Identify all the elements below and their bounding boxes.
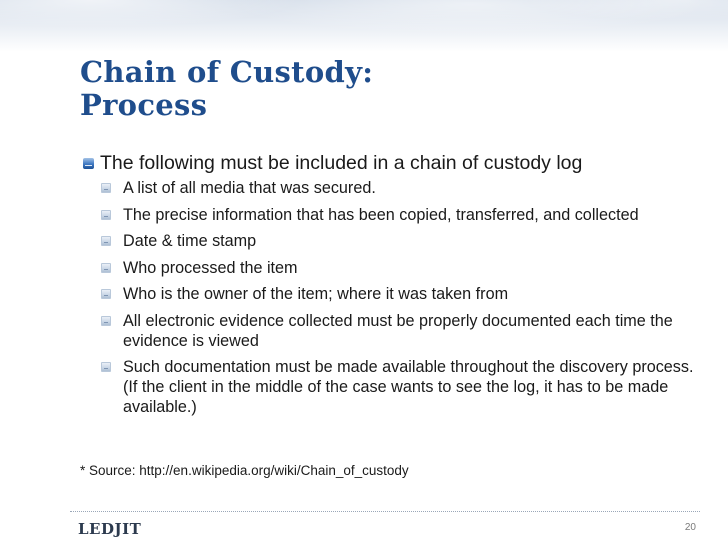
sub-bullet-marker-icon bbox=[101, 362, 111, 372]
footer-divider bbox=[70, 511, 700, 512]
bullet-marker-icon bbox=[83, 158, 94, 169]
header-gradient-band bbox=[0, 0, 728, 52]
sub-bullet-text: A list of all media that was secured. bbox=[123, 179, 376, 197]
page-number: 20 bbox=[684, 522, 696, 533]
sub-bullet-marker-icon bbox=[101, 210, 111, 220]
sub-bullet-text: All electronic evidence collected must be properly documented each time the evidence is viewed bbox=[123, 311, 673, 350]
sub-bullet-marker-icon bbox=[101, 289, 111, 299]
sub-bullet-marker-icon bbox=[101, 263, 111, 273]
main-bullet bbox=[80, 150, 700, 176]
sub-bullet-list bbox=[80, 178, 700, 417]
sub-bullet-item bbox=[80, 178, 700, 198]
logo-text: LEDJIT bbox=[78, 520, 142, 538]
sub-bullet-text: Who processed the item bbox=[123, 258, 298, 277]
main-bullet-text: The following must be included in a chain of custody log bbox=[100, 152, 583, 174]
sub-bullet-item bbox=[80, 205, 700, 225]
sub-bullet-item bbox=[80, 357, 700, 417]
sub-bullet-marker-icon bbox=[101, 316, 111, 326]
ledjit-logo bbox=[78, 520, 141, 538]
sub-bullet-marker-icon bbox=[101, 236, 111, 246]
sub-bullet-text: Who is the owner of the item; where it was taken from bbox=[123, 285, 509, 303]
sub-bullet-item bbox=[80, 258, 700, 278]
sub-bullet-item bbox=[80, 231, 700, 251]
sub-bullet-marker-icon bbox=[101, 183, 111, 193]
sub-bullet-text: The precise information that has been copied, transferred, and collected bbox=[123, 205, 639, 224]
sub-bullet-item bbox=[80, 284, 700, 304]
sub-bullet-text: Such documentation must be made available throughout the discovery process. (If the client in the middle of the case wants to see the log, it has to be made available.) bbox=[123, 358, 694, 416]
title-line-2: Process bbox=[80, 88, 208, 122]
title-line-1: Chain of Custody: bbox=[80, 55, 374, 89]
sub-bullet-item bbox=[80, 311, 700, 351]
sub-bullet-text: Date & time stamp bbox=[123, 232, 257, 250]
source-citation: * Source: http://en.wikipedia.org/wiki/Chain_of_custody bbox=[80, 463, 409, 478]
slide-body bbox=[80, 150, 700, 424]
slide-title bbox=[80, 56, 373, 122]
